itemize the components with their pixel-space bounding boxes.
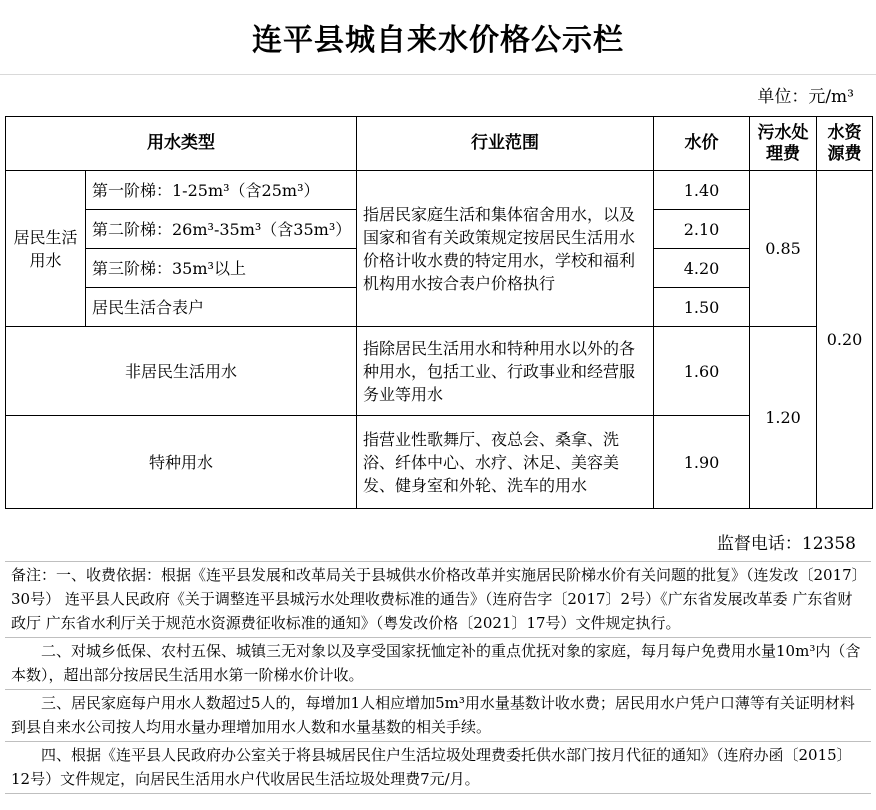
page-title: 连平县城自来水价格公示栏 [0, 0, 876, 75]
non-residential-price: 1.60 [654, 327, 750, 416]
tier-price: 2.10 [654, 210, 750, 249]
header-price: 水价 [654, 117, 750, 171]
note-item: 四、根据《连平县人民政府办公室关于将县城居民住户生活垃圾处理费委托供水部门按月代征的通知》（连府办函〔2015〕12号）文件规定，向居民生活用水户代收居民生活垃圾处理费7元/月。 [5, 742, 871, 794]
residential-sewage-fee: 0.85 [750, 171, 817, 327]
price-table [5, 116, 873, 509]
note-item: 三、居民家庭每户用水人数超过5人的，每增加1人相应增加5m³用水量基数计收水费；居民用水户凭户口薄等有关证明材料到县自来水公司按人均用水量办理增加用水人数和水量基数的相关手续。 [5, 690, 871, 742]
table-row [6, 416, 873, 509]
header-type: 用水类型 [6, 117, 357, 171]
tier-price: 4.20 [654, 249, 750, 288]
tier-name: 第二阶梯：26m³-35m³（含35m³） [86, 210, 357, 249]
other-sewage-fee: 1.20 [750, 327, 817, 509]
tier-name: 居民生活合表户 [86, 288, 357, 327]
note-item: 备注：一、收费依据：根据《连平县发展和改革局关于县城供水价格改革并实施居民阶梯水价有关问题的批复》（连发改〔2017〕30号） 连平县人民政府《关于调整连平县城污水处理收费标准的通告》（连府告字〔2017〕2号）《广东省发展改革委 广东省财政厅 广东省水利厅关于规范水资源费征收标准的通知》（粤发改价格〔2021〕17号）文件规定执行。 [5, 562, 871, 638]
non-residential-label: 非居民生活用水 [6, 327, 357, 416]
tier-price: 1.40 [654, 171, 750, 210]
residential-label: 居民生活用水 [6, 171, 86, 327]
tier-name: 第一阶梯：1-25m³（含25m³） [86, 171, 357, 210]
special-label: 特种用水 [6, 416, 357, 509]
special-scope: 指营业性歌舞厅、夜总会、桑拿、洗浴、纤体中心、水疗、沐足、美容美发、健身室和外轮、洗车的用水 [357, 416, 654, 509]
table-row [6, 327, 873, 416]
notes-section [5, 561, 871, 794]
table-header-row [6, 117, 873, 171]
hotline: 监督电话：12358 [716, 534, 856, 554]
header-resource: 水资源费 [817, 117, 873, 171]
tier-name: 第三阶梯：35m³以上 [86, 249, 357, 288]
note-item: 二、对城乡低保、农村五保、城镇三无对象以及享受国家抚恤定补的重点优抚对象的家庭，每月每户免费用水量10m³内（含本数），超出部分按居民生活用水第一阶梯水价计收。 [5, 638, 871, 690]
header-scope: 行业范围 [357, 117, 654, 171]
unit-label: 单位：元/m³ [757, 87, 854, 107]
special-price: 1.90 [654, 416, 750, 509]
residential-scope: 指居民家庭生活和集体宿舍用水，以及国家和省有关政策规定按居民生活用水价格计收水费的特定用水，学校和福利机构用水按合表户价格执行 [357, 171, 654, 327]
table-row [6, 171, 873, 210]
non-residential-scope: 指除居民生活用水和特种用水以外的各种用水，包括工业、行政事业和经营服务业等用水 [357, 327, 654, 416]
header-sewage: 污水处理费 [750, 117, 817, 171]
resource-fee: 0.20 [817, 171, 873, 509]
tier-price: 1.50 [654, 288, 750, 327]
